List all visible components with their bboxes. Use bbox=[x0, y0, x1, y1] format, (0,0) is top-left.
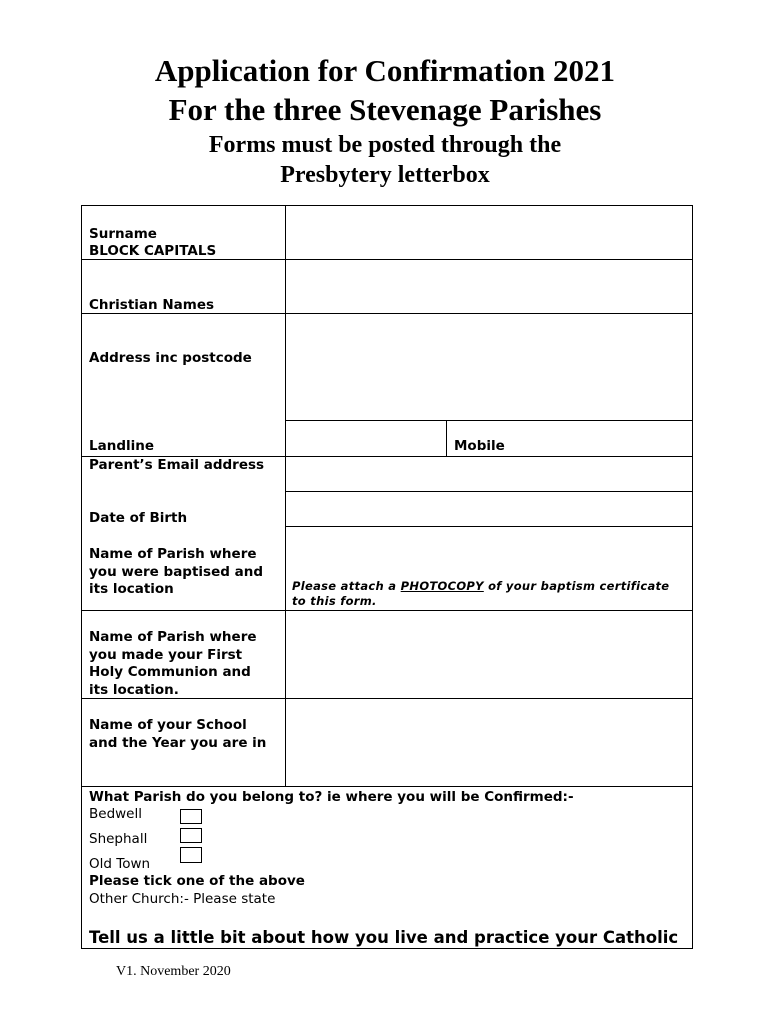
communion-parish-field[interactable] bbox=[286, 611, 692, 698]
communion-label-line-3: Holy Communion and bbox=[89, 664, 251, 680]
parish-option-bedwell: Bedwell bbox=[89, 806, 142, 822]
communion-label-line-2: you made your First bbox=[89, 647, 243, 663]
version-footer: V1. November 2020 bbox=[116, 964, 231, 979]
landline-field[interactable] bbox=[286, 421, 446, 456]
table-border-left bbox=[81, 205, 82, 949]
other-church-label: Other Church:- Please state bbox=[89, 891, 276, 907]
baptism-note: Please attach a PHOTOCOPY of your baptism certificate to this form. bbox=[292, 579, 670, 608]
landline-label: Landline bbox=[89, 438, 155, 454]
mobile-label: Mobile bbox=[454, 438, 505, 454]
dob-label: Date of Birth bbox=[89, 510, 188, 526]
address-field[interactable] bbox=[286, 314, 692, 420]
shephall-checkbox[interactable] bbox=[180, 828, 202, 843]
surname-label: Surname bbox=[89, 226, 157, 242]
email-field[interactable] bbox=[286, 457, 692, 491]
parish-option-old-town: Old Town bbox=[89, 856, 151, 872]
tick-instruction: Please tick one of the above bbox=[89, 873, 305, 889]
page-title: Application for Confirmation 2021 bbox=[154, 53, 616, 88]
parish-question: What Parish do you belong to? ie where you will be Confirmed:- bbox=[89, 789, 574, 805]
baptism-label-line-1: Name of Parish where bbox=[89, 546, 257, 562]
school-label-line-2: and the Year you are in bbox=[89, 735, 267, 751]
school-field[interactable] bbox=[286, 699, 692, 786]
dob-field[interactable] bbox=[286, 492, 692, 526]
table-border-right bbox=[692, 205, 693, 949]
tell-us-heading: Tell us a little bit about how you live and practice your Catholic bbox=[89, 928, 679, 947]
table-border-bottom bbox=[81, 948, 693, 949]
baptism-label-line-2: you were baptised and bbox=[89, 564, 263, 580]
school-label-line-1: Name of your School bbox=[89, 717, 247, 733]
christian-names-field[interactable] bbox=[286, 260, 692, 313]
address-label: Address inc postcode bbox=[89, 350, 252, 366]
communion-label-line-1: Name of Parish where bbox=[89, 629, 257, 645]
communion-label-line-4: its location. bbox=[89, 682, 179, 698]
baptism-parish-field[interactable] bbox=[286, 527, 692, 577]
baptism-label-line-3: its location bbox=[89, 581, 174, 597]
surname-field[interactable] bbox=[286, 206, 692, 259]
photocopy-emphasis: PHOTOCOPY bbox=[400, 579, 484, 593]
email-label: Parent’s Email address bbox=[89, 457, 265, 473]
page-subtitle-line-2: Presbytery letterbox bbox=[280, 162, 490, 188]
page-subtitle: Forms must be posted through the bbox=[208, 132, 562, 158]
row-divider bbox=[81, 786, 693, 787]
old-town-checkbox[interactable] bbox=[180, 847, 202, 863]
page-title-line-2: For the three Stevenage Parishes bbox=[168, 92, 602, 127]
parish-option-shephall: Shephall bbox=[89, 831, 148, 847]
surname-hint: BLOCK CAPITALS bbox=[89, 243, 217, 259]
christian-names-label: Christian Names bbox=[89, 297, 215, 313]
bedwell-checkbox[interactable] bbox=[180, 809, 202, 824]
